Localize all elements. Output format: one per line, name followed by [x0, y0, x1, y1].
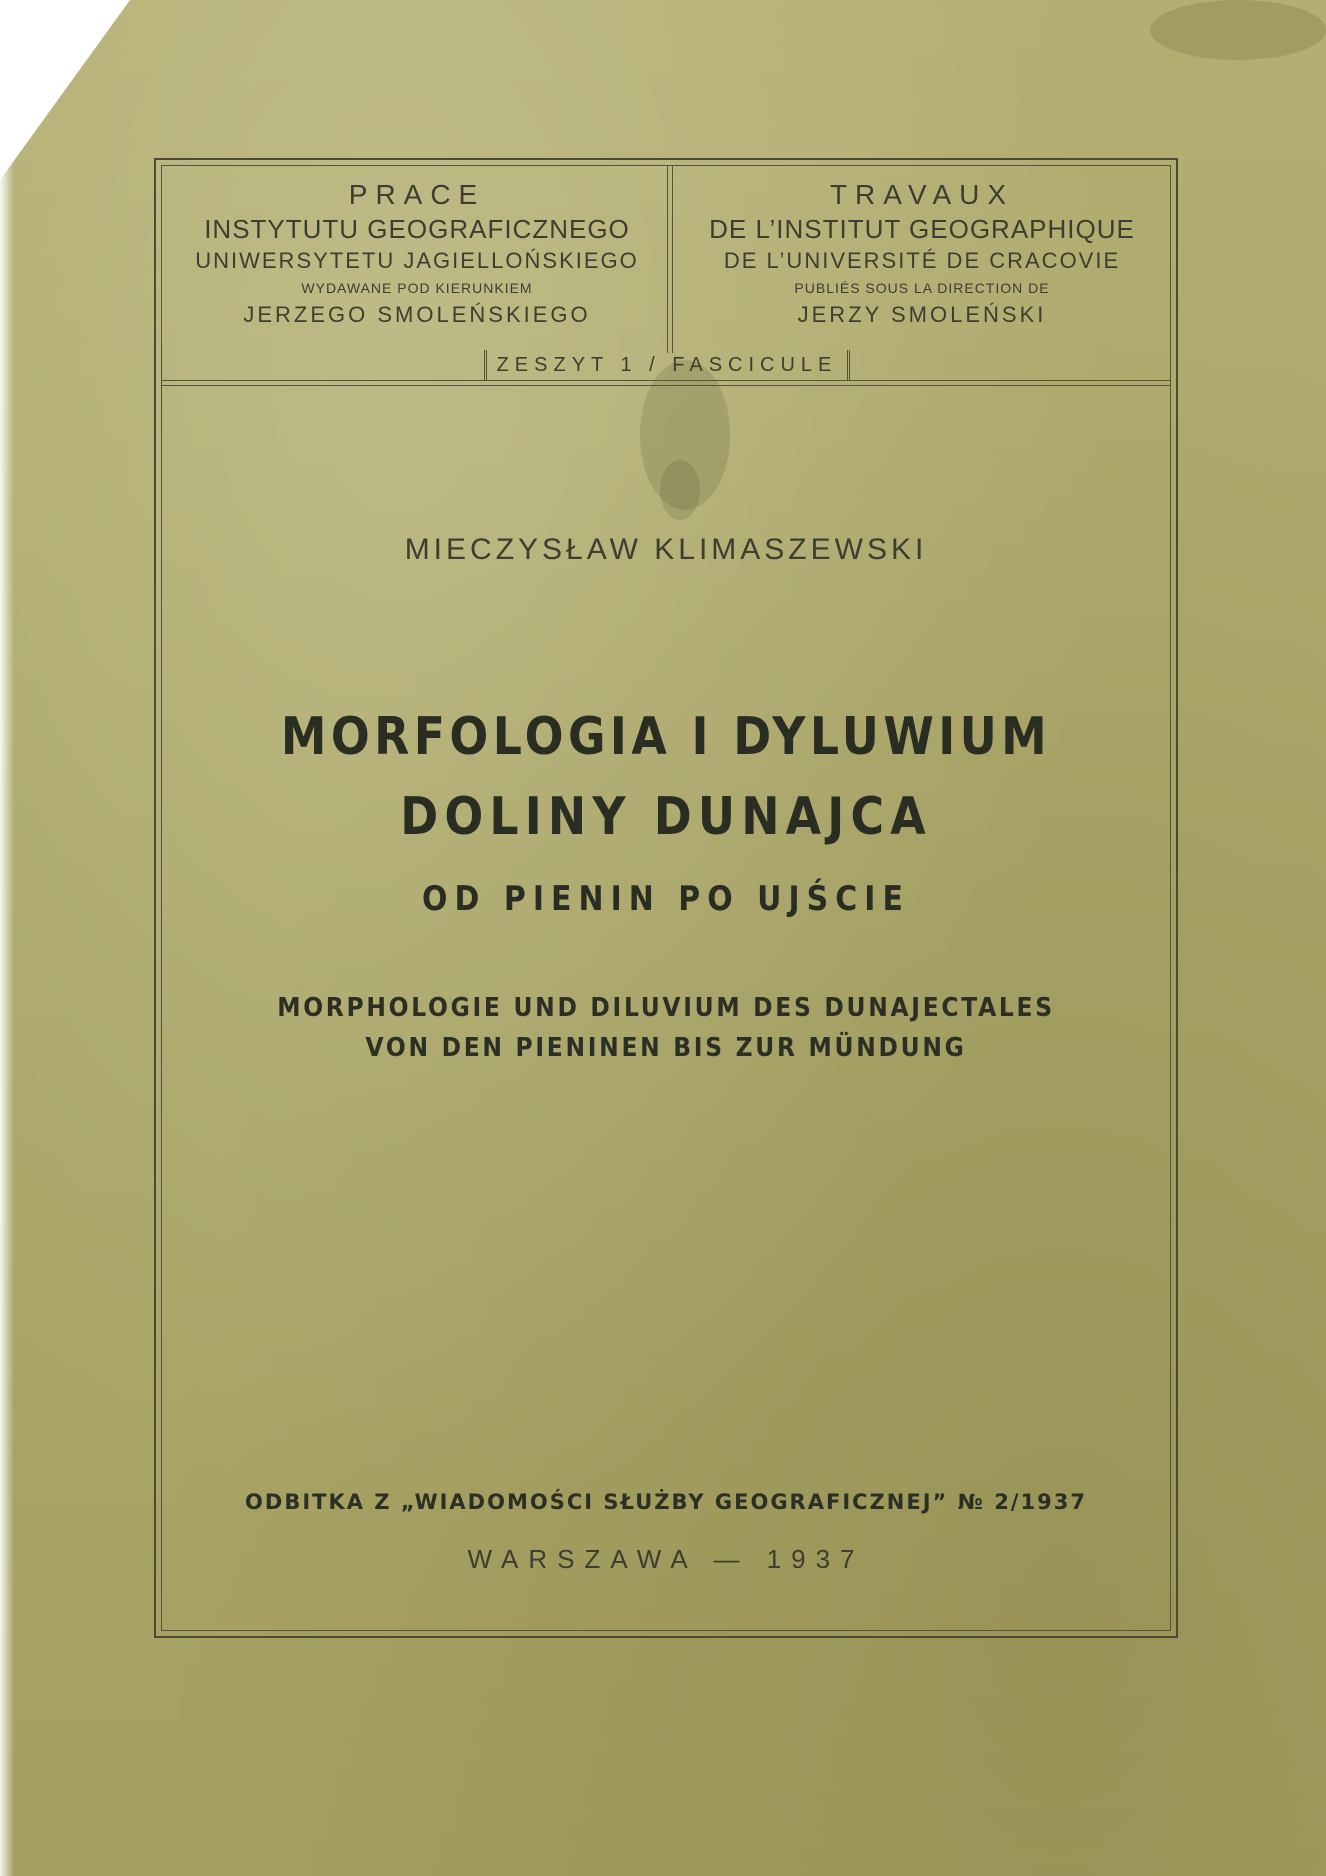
series-title-fr: TRAVAUX — [829, 179, 1015, 210]
editor-name-pl: JERZEGO SMOLEŃSKIEGO — [243, 302, 591, 327]
german-subtitle: MORPHOLOGIE UND DILUVIUM DES DUNAJECTALES — [277, 993, 1055, 1023]
fascicle-label: ZESZYT 1 / FASCICULE — [484, 350, 850, 380]
german-subtitle: VON DEN PIENINEN BIS ZUR MÜNDUNG — [365, 1033, 967, 1063]
place-year: WARSZAWA — 1937 — [467, 1544, 865, 1574]
header-french — [672, 178, 1172, 330]
university-name-pl: UNIWERSYTETU JAGIELLOŃSKIEGO — [195, 248, 639, 273]
stain-mark — [1150, 0, 1326, 60]
reprint-note: ODBITKA Z „WIADOMOŚCI SŁUŻBY GEOGRAFICZNEJ” № 2/1937 — [245, 1490, 1087, 1514]
editor-name-fr: JERZY SMOLEŃSKI — [797, 302, 1047, 327]
editor-note-pl: WYDAWANE POD KIERUNKIEM — [301, 280, 533, 296]
title-line: MORFOLOGIA I DYLUWIUM — [280, 707, 1052, 767]
title-line: OD PIENIN PO UJŚCIE — [422, 879, 910, 919]
torn-corner — [0, 0, 130, 180]
header-rule — [161, 380, 1171, 381]
author-name: MIECZYSŁAW KLIMASZEWSKI — [404, 533, 928, 566]
page-edge — [0, 0, 14, 1876]
editor-note-fr: PUBLIÉS SOUS LA DIRECTION DE — [794, 280, 1050, 296]
institute-name-pl: INSTYTUTU GEOGRAFICZNEGO — [204, 214, 630, 244]
series-title-pl: PRACE — [348, 179, 486, 210]
university-name-fr: DE L’UNIVERSITÉ DE CRACOVIE — [723, 248, 1121, 273]
header-rule — [161, 385, 1171, 386]
institute-name-fr: DE L’INSTITUT GEOGRAPHIQUE — [709, 214, 1135, 244]
header-polish — [167, 178, 667, 330]
title-line: DOLINY DUNAJCA — [400, 787, 932, 847]
